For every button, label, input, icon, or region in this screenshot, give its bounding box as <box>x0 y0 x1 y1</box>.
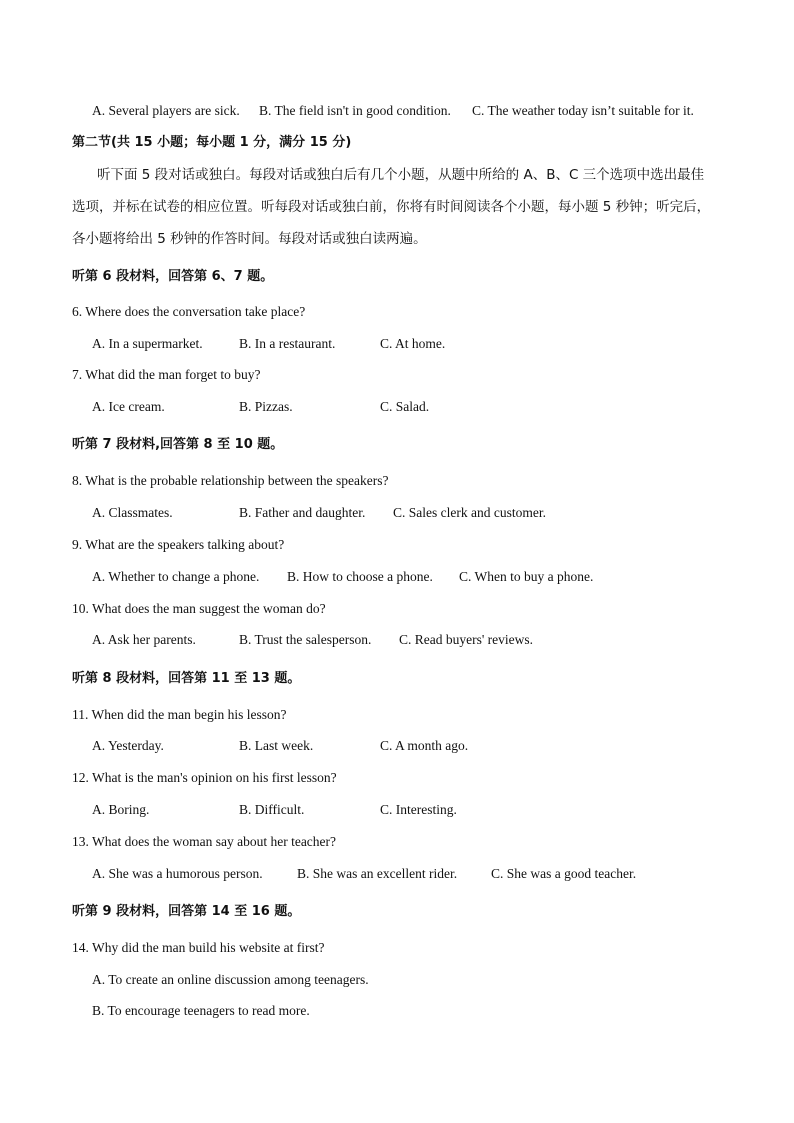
group-heading-8: 听第 8 段材料，回答第 11 至 13 题。 <box>72 671 301 686</box>
question-12-option-a: A. Boring. <box>92 802 150 817</box>
question-14-option-b: B. To encourage teenagers to read more. <box>92 1003 310 1018</box>
group-heading-6: 听第 6 段材料，回答第 6、7 题。 <box>72 269 274 284</box>
question-10-option-c: C. Read buyers' reviews. <box>399 632 534 647</box>
section-title: 第二节(共 15 小题；每小题 1 分，满分 15 分) <box>72 135 352 150</box>
question-13-option-b: B. She was an excellent rider. <box>297 866 458 881</box>
prev-question-option-b: B. The field isn't in good condition. <box>259 103 451 118</box>
question-6-option-b: B. In a restaurant. <box>239 336 336 351</box>
question-7-option-b: B. Pizzas. <box>239 399 293 414</box>
question-10-option-a: A. Ask her parents. <box>92 632 196 647</box>
question-11: 11. When did the man begin his lesson? <box>72 707 287 722</box>
question-8-option-c: C. Sales clerk and customer. <box>393 505 546 520</box>
group-heading-9: 听第 9 段材料，回答第 14 至 16 题。 <box>72 904 301 919</box>
question-6-option-a: A. In a supermarket. <box>92 336 203 351</box>
instructions-line-1: 听下面 5 段对话或独白。每段对话或独白后有几个小题，从题中所给的 A、B、C 三个选项中选出最佳 <box>97 167 705 183</box>
question-7: 7. What did the man forget to buy? <box>72 367 261 382</box>
question-9: 9. What are the speakers talking about? <box>72 537 285 552</box>
question-12-option-b: B. Difficult. <box>239 802 305 817</box>
question-11-option-b: B. Last week. <box>239 738 314 753</box>
question-9-option-a: A. Whether to change a phone. <box>92 569 260 584</box>
question-12: 12. What is the man's opinion on his first lesson? <box>72 770 337 785</box>
question-10: 10. What does the man suggest the woman do? <box>72 601 326 616</box>
question-11-option-c: C. A month ago. <box>380 738 469 753</box>
question-7-option-a: A. Ice cream. <box>92 399 165 414</box>
instructions-line-3: 各小题将给出 5 秒钟的作答时间。每段对话或独白读两遍。 <box>72 231 427 247</box>
question-11-option-a: A. Yesterday. <box>92 738 164 753</box>
question-8-option-a: A. Classmates. <box>92 505 173 520</box>
question-9-option-b: B. How to choose a phone. <box>287 569 433 584</box>
question-13: 13. What does the woman say about her teacher? <box>72 834 337 849</box>
question-13-option-a: A. She was a humorous person. <box>92 866 263 881</box>
question-9-option-c: C. When to buy a phone. <box>459 569 594 584</box>
question-8-option-b: B. Father and daughter. <box>239 505 366 520</box>
question-12-option-c: C. Interesting. <box>380 802 457 817</box>
question-14: 14. Why did the man build his website at first? <box>72 940 325 955</box>
question-8: 8. What is the probable relationship between the speakers? <box>72 473 389 488</box>
group-heading-7: 听第 7 段材料,回答第 8 至 10 题。 <box>72 437 284 452</box>
question-6: 6. Where does the conversation take place? <box>72 304 306 319</box>
question-13-option-c: C. She was a good teacher. <box>491 866 637 881</box>
question-7-option-c: C. Salad. <box>380 399 430 414</box>
prev-question-option-c: C. The weather today isn’t suitable for it. <box>472 103 694 118</box>
prev-question-option-a: A. Several players are sick. <box>92 103 240 118</box>
question-14-option-a: A. To create an online discussion among teenagers. <box>92 972 369 987</box>
question-10-option-b: B. Trust the salesperson. <box>239 632 372 647</box>
instructions-line-2: 选项，并标在试卷的相应位置。听每段对话或独白前，你将有时间阅读各个小题，每小题 5 秒钟；听完后， <box>72 199 711 215</box>
question-6-option-c: C. At home. <box>380 336 446 351</box>
